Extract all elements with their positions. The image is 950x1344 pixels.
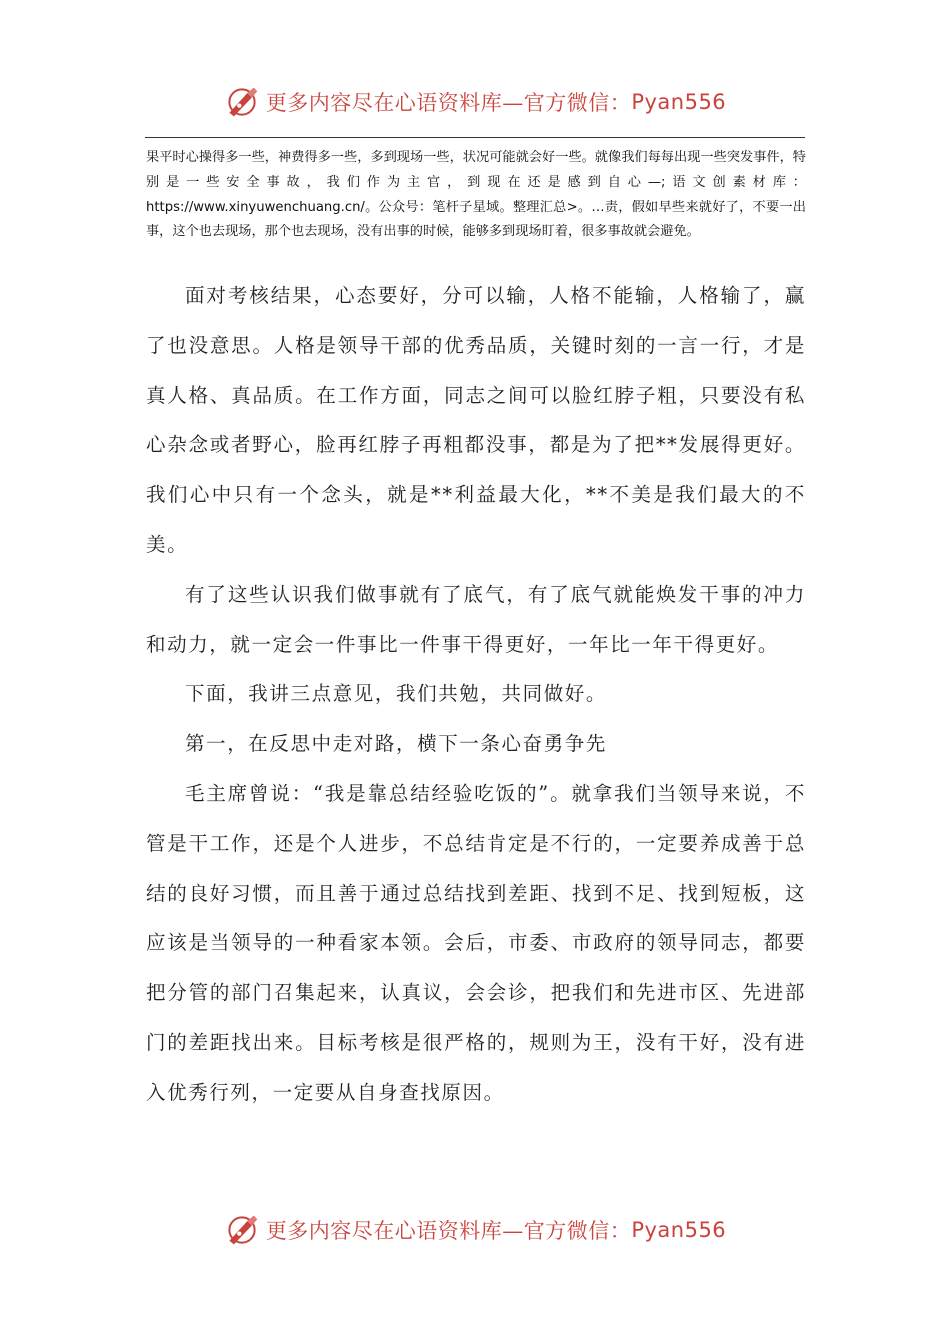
footer-watermark (0, 1210, 950, 1250)
intro-paragraph: 果平时心操得多一些，神费得多一些，多到现场一些，状况可能就会好一些。就像我们每每出现一些突发事件，特别是一些安全事故，我们作为主官，到现在还是感到自心—;语文创素材库：https://www.xinyuwenchuang.cn/。公众号：笔杆子星域。整理汇总>。…责，假如早些来就好了，不要一出事，这个也去现场，那个也去现场，没有出事的时候，能够多到现场盯着，很多事故就会避免。 (146, 150, 806, 240)
section-heading: 第一，在反思中走对路，横下一条心奋勇争先 (185, 732, 608, 756)
header-brand-text: 更多内容尽在心语资料库—官方微信： (265, 91, 632, 115)
header-wechat-id: Pyan556 (631, 90, 727, 114)
pen-nib-logo-icon (224, 1212, 260, 1248)
body-paragraph: 面对考核结果，心态要好，分可以输，人格不能输，人格输了，赢了也没意思。人格是领导干部的优秀品质，关键时刻的一言一行，才是真人格、真品质。在工作方面，同志之间可以脸红脖子粗，只要没有私心杂念或者野心，脸再红脖子再粗都没事，都是为了把**发展得更好。我们心中只有一个念头，就是**利益最大化，**不美是我们最大的不美。 (146, 284, 806, 556)
footer-brand-text: 更多内容尽在心语资料库—官方微信： (265, 1219, 632, 1243)
header-watermark (0, 82, 950, 122)
pen-nib-logo-icon (224, 84, 260, 120)
document-body (146, 271, 806, 1118)
body-paragraph: 下面，我讲三点意见，我们共勉，共同做好。 (185, 682, 608, 706)
footer-wechat-id: Pyan556 (631, 1218, 727, 1242)
header-divider (145, 137, 805, 138)
body-paragraph: 有了这些认识我们做事就有了底气，有了底气就能焕发干事的冲力和动力，就一定会一件事比一件事干得更好，一年比一年干得更好。 (146, 582, 806, 656)
body-paragraph: 毛主席曾说：“我是靠总结经验吃饭的”。就拿我们当领导来说，不管是干工作，还是个人进步，不总结肯定是不行的，一定要养成善于总结的良好习惯，而且善于通过总结找到差距、找到不足、找到短板，这应该是当领导的一种看家本领。会后，市委、市政府的领导同志，都要把分管的部门召集起来，认真议，会会诊，把我们和先进市区、先进部门的差距找出来。目标考核是很严格的，规则为王，没有干好，没有进入优秀行列，一定要从自身查找原因。 (146, 781, 806, 1104)
